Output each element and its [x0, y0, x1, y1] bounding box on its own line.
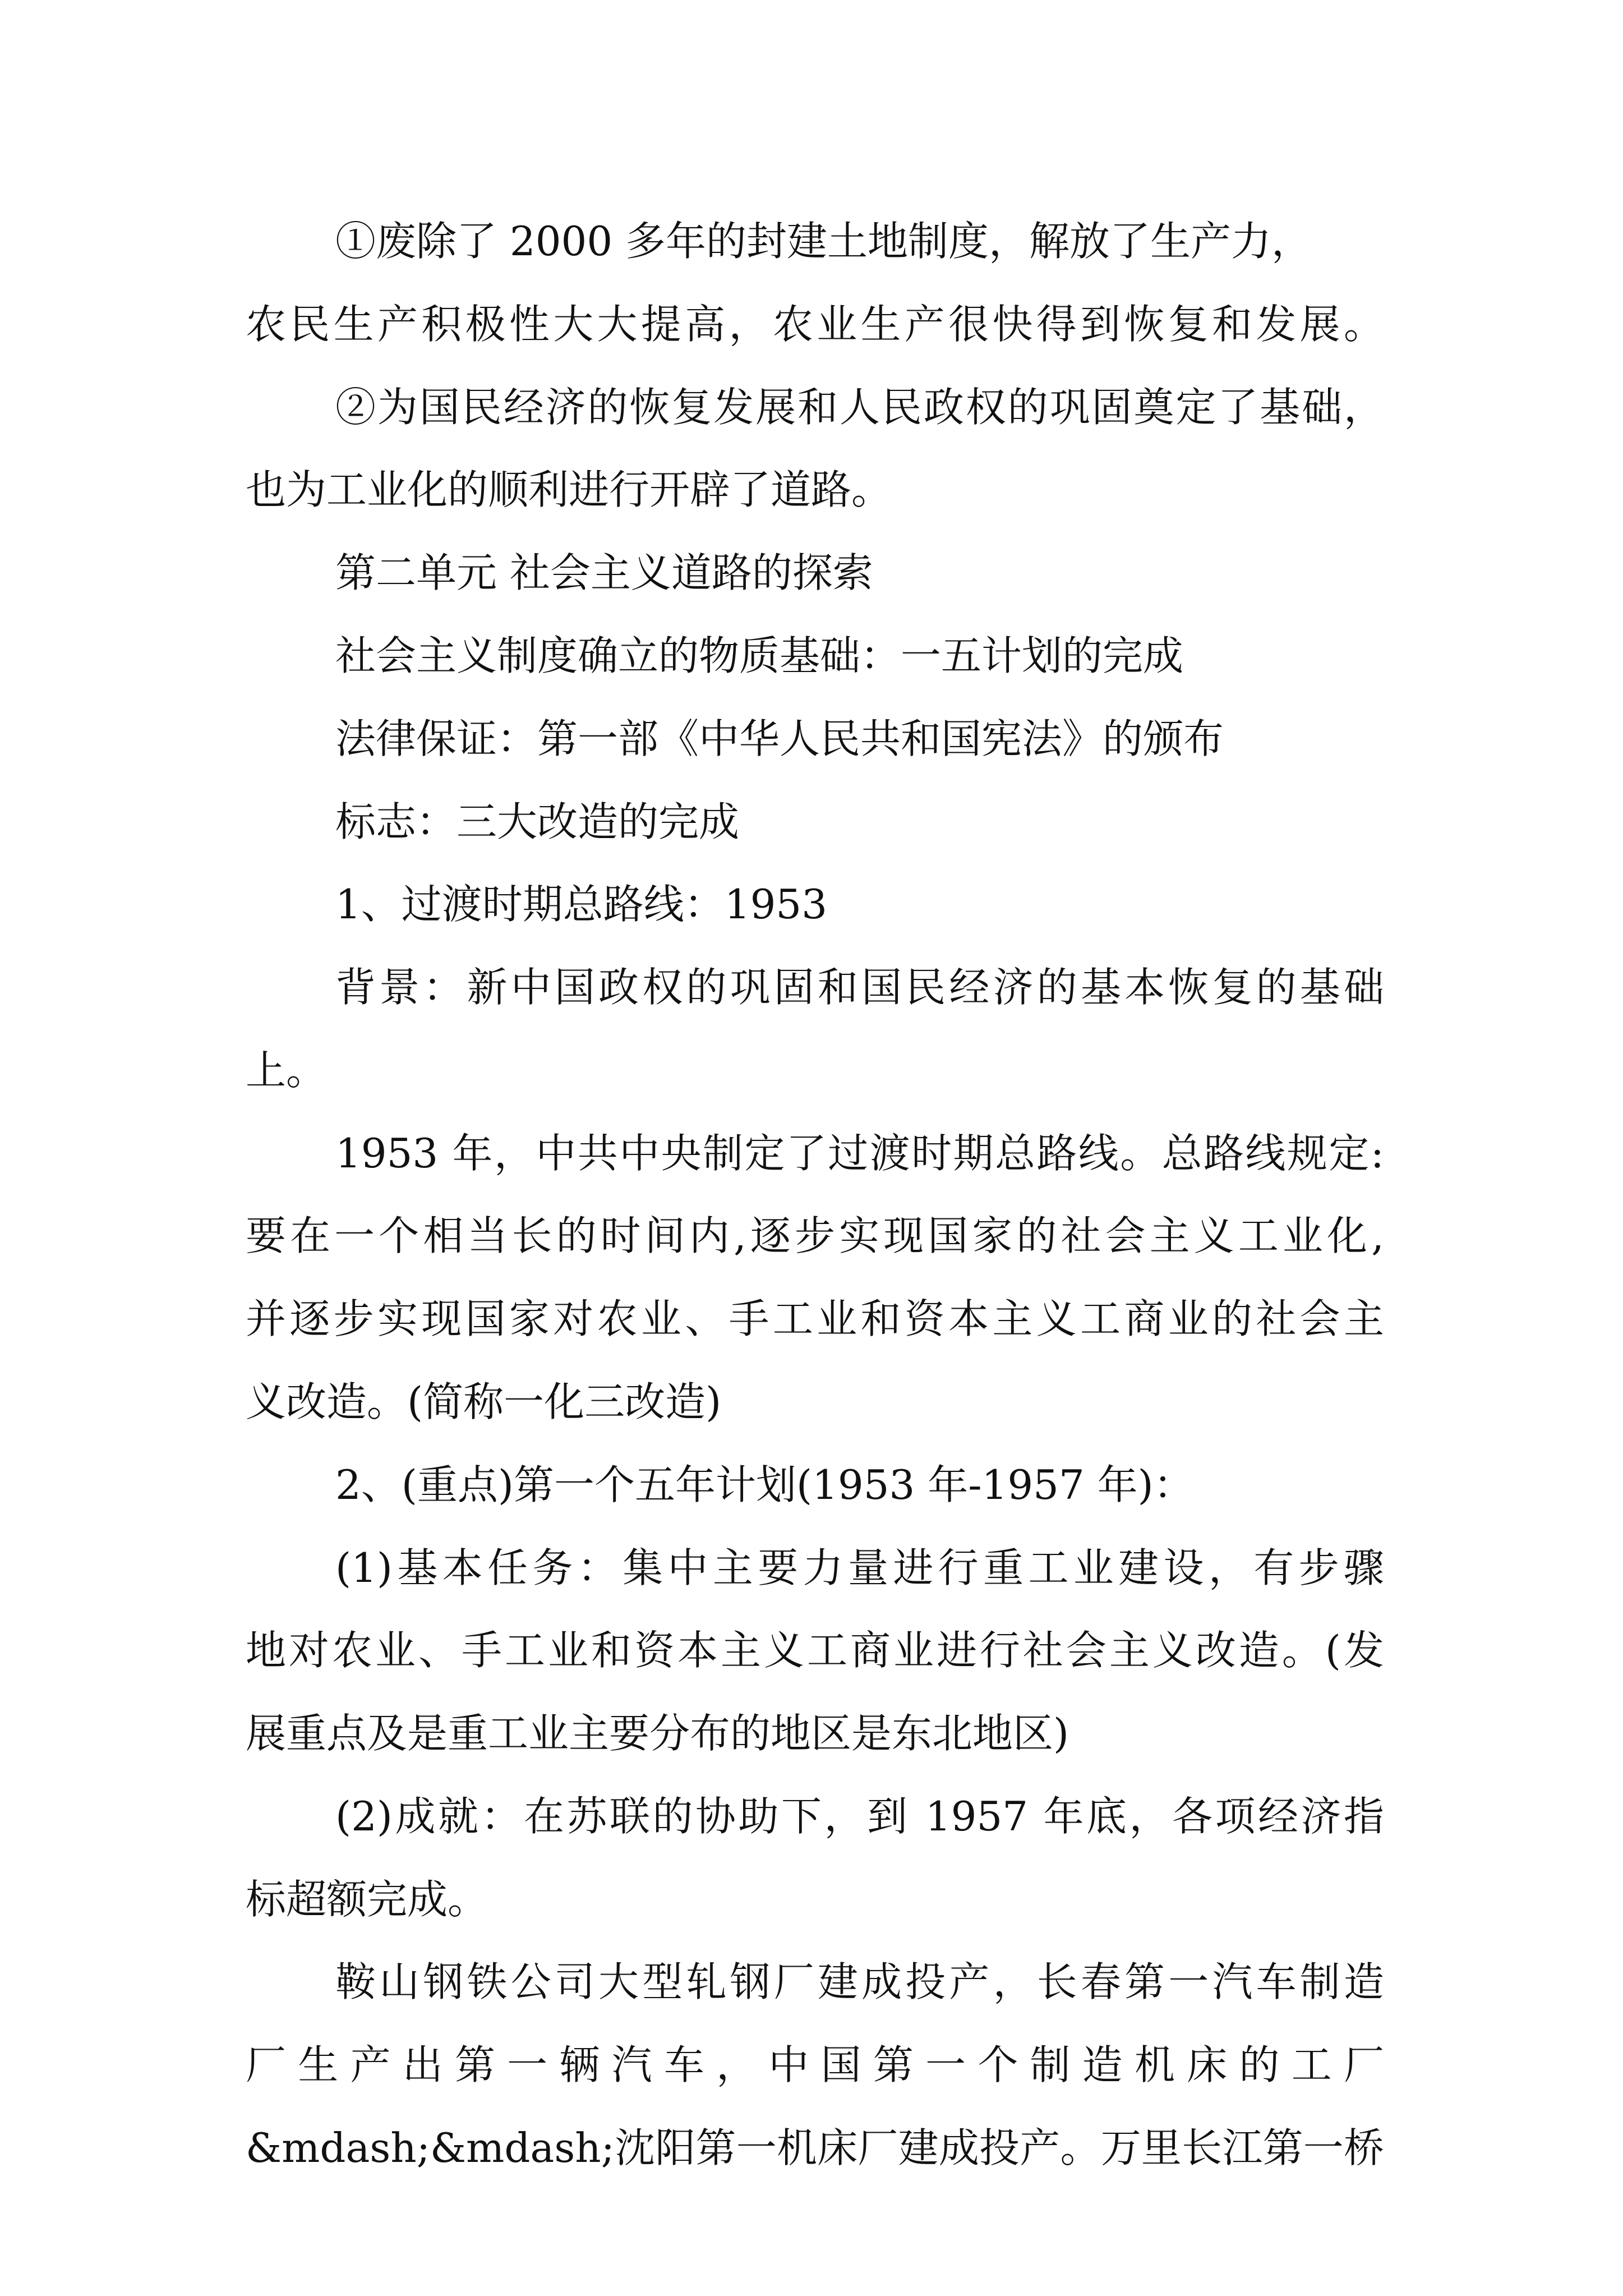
text-line: (1)基本任务：集中主要力量进行重工业建设，有步骤 — [335, 1544, 1384, 1591]
section-heading: 第二单元 社会主义道路的探索 — [335, 549, 873, 596]
text-line: 要在一个相当长的时间内,逐步实现国家的社会主义工业化, — [246, 1212, 1384, 1259]
text-line: ①废除了 2000 多年的封建土地制度，解放了生产力， — [335, 218, 1312, 265]
text-line: 法律保证：第一部《中华人民共和国宪法》的颁布 — [335, 715, 1224, 762]
text-line: 标超额完成。 — [246, 1876, 488, 1923]
text-line: 地对农业、手工业和资本主义工商业进行社会主义改造。(发 — [246, 1627, 1384, 1674]
text-line: 2、(重点)第一个五年计划(1953 年-1957 年)： — [335, 1461, 1194, 1508]
text-line: (2)成就：在苏联的协助下，到 1957 年底，各项经济指 — [335, 1793, 1384, 1840]
text-line: 社会主义制度确立的物质基础：一五计划的完成 — [335, 632, 1184, 679]
text-line: ②为国民经济的恢复发展和人民政权的巩固奠定了基础， — [335, 384, 1384, 431]
text-line: 并逐步实现国家对农业、手工业和资本主义工商业的社会主 — [246, 1295, 1384, 1342]
text-line: 也为工业化的顺利进行开辟了道路。 — [246, 466, 892, 513]
text-line: 上。 — [246, 1047, 327, 1094]
text-line: 1953 年，中共中央制定了过渡时期总路线。总路线规定: — [335, 1130, 1384, 1177]
text-line: 义改造。(简称一化三改造) — [246, 1378, 722, 1425]
text-line: 鞍山钢铁公司大型轧钢厂建成投产，长春第一汽车制造 — [335, 1958, 1384, 2005]
text-line: 展重点及是重工业主要分布的地区是东北地区) — [246, 1710, 1069, 1757]
text-line: 背景：新中国政权的巩固和国民经济的基本恢复的基础 — [335, 964, 1384, 1011]
text-line: 农民生产积极性大大提高，农业生产很快得到恢复和发展。 — [246, 301, 1384, 348]
text-line: 厂生产出第一辆汽车，中国第一个制造机床的工厂 — [246, 2041, 1384, 2088]
text-line: &mdash;&mdash;沈阳第一机床厂建成投产。万里长江第一桥 — [246, 2124, 1384, 2171]
text-line: 1、过渡时期总路线：1953 — [335, 881, 828, 928]
text-line: 标志：三大改造的完成 — [335, 798, 740, 845]
